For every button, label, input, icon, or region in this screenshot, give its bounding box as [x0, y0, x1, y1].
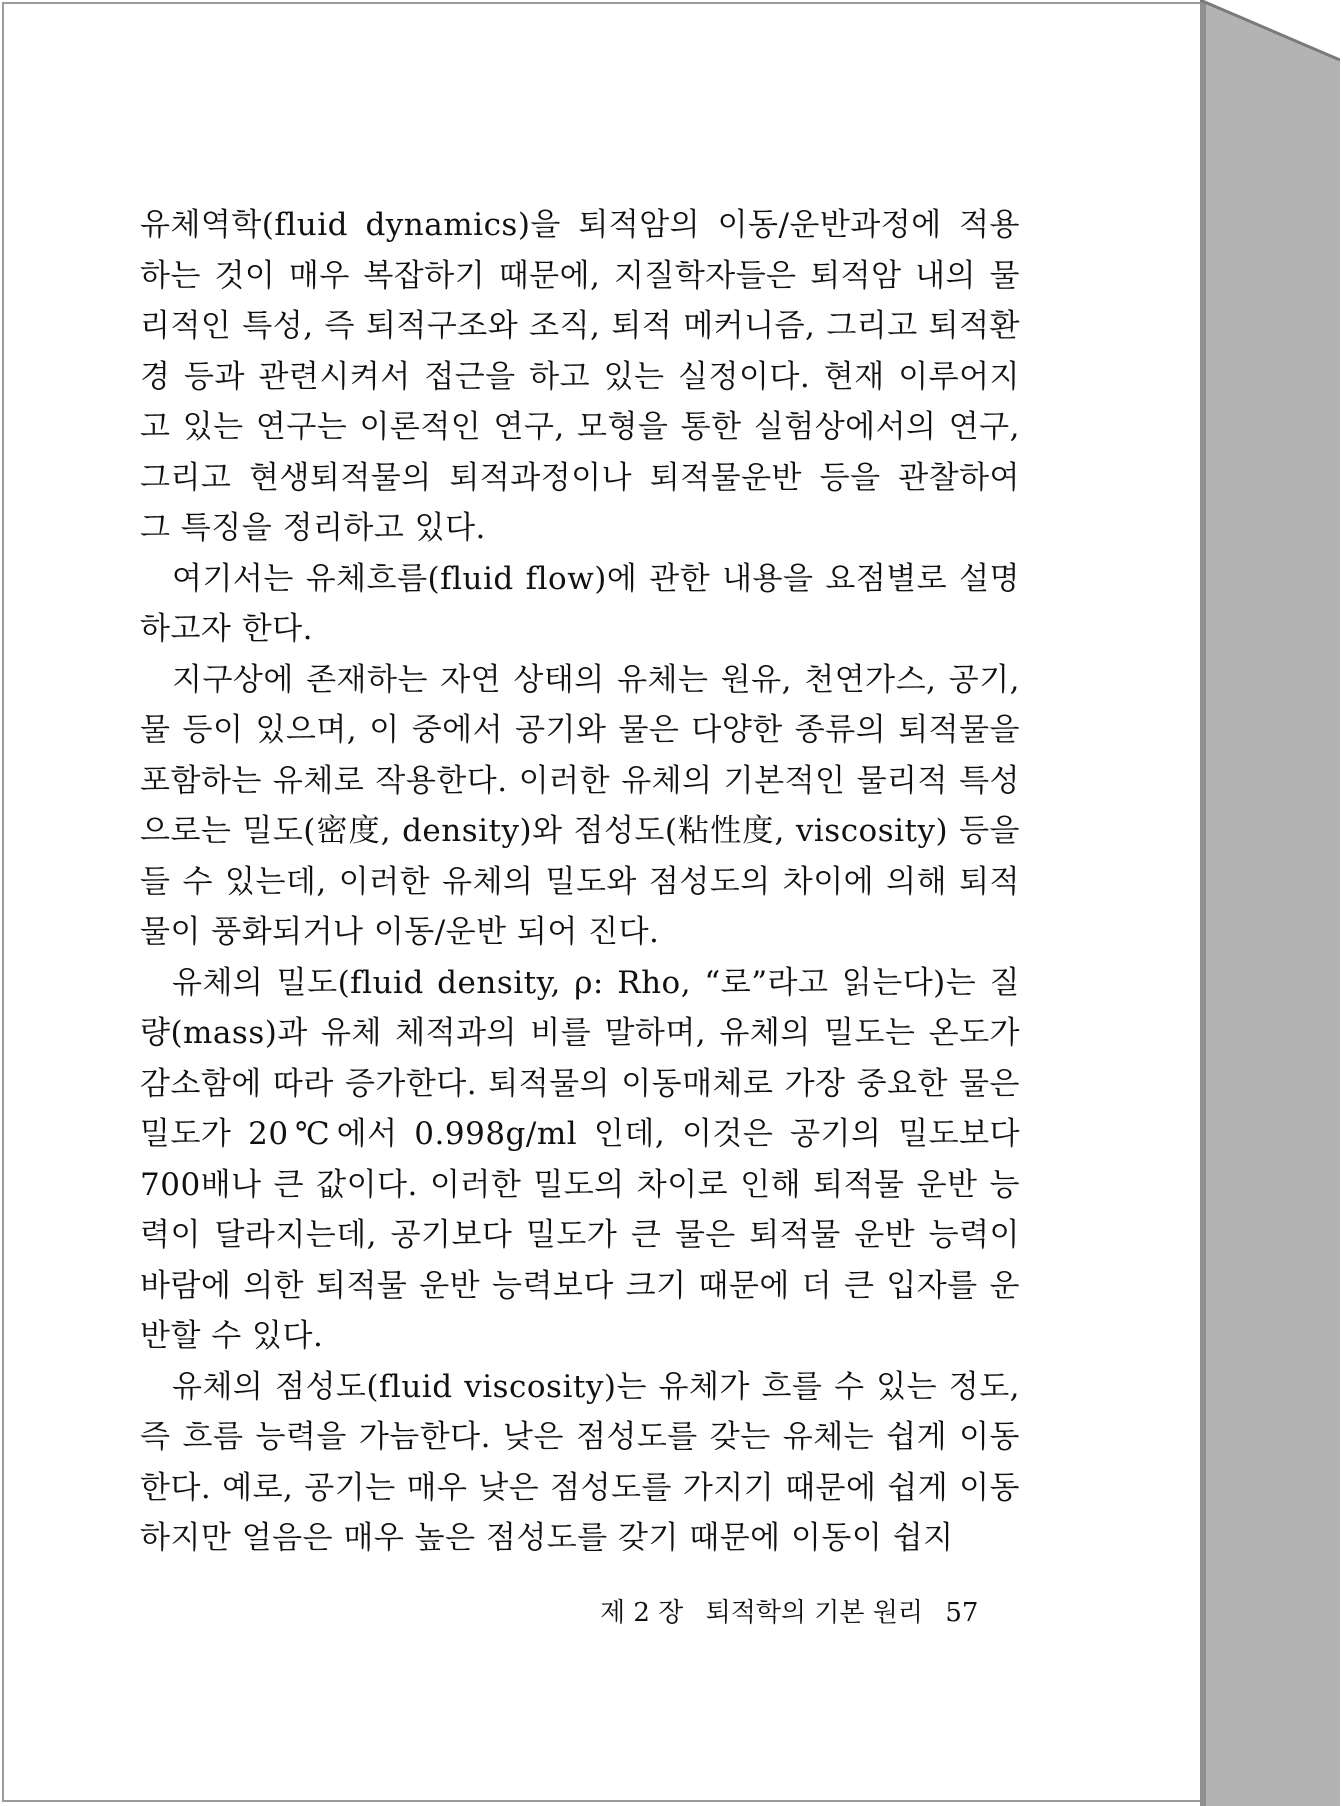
paragraph-3: 지구상에 존재하는 자연 상태의 유체는 원유, 천연가스, 공기, 물 등이 있으며, 이 중에서 공기와 물은 다양한 종류의 퇴적물을 포함하는 유체로 작용한다. 이러한 유체의 기본적인 물리적 특성으로는 밀도(密度, density)와 점성도(粘性度, viscosity) 등을 들 수 있는데, 이러한 유체의 밀도와 점성도의 차이에 의해 퇴적물이 풍화되거나 이동/운반 되어 진다. [140, 661, 1020, 950]
paragraph-2: 여기서는 유체흐름(fluid flow)에 관한 내용을 요점별로 설명하고자 한다. [140, 560, 1020, 647]
paragraph-1: 유체역학(fluid dynamics)을 퇴적암의 이동/운반과정에 적용하는 것이 매우 복잡하기 때문에, 지질학자들은 퇴적암 내의 물리적인 특성, 즉 퇴적구조와 조직, 퇴적 메커니즘, 그리고 퇴적환경 등과 관련시켜서 접근을 하고 있는 실정이다. 현재 이루어지고 있는 연구는 이론적인 연구, 모형을 통한 실험상에서의 연구, 그리고 현생퇴적물의 퇴적과정이나 퇴적물운반 등을 관찰하여 그 특징을 정리하고 있다. [140, 207, 1020, 546]
chapter-label: 제 2 장 [600, 1598, 684, 1628]
paragraph-5: 유체의 점성도(fluid viscosity)는 유체가 흐를 수 있는 정도, 즉 흐름 능력을 가늠한다. 낮은 점성도를 갖는 유체는 쉽게 이동한다. 예로, 공기는 매우 낮은 점성도를 가지기 때문에 쉽게 이동하지만 얼음은 매우 높은 점성도를 갖기 때문에 이동이 쉽지 [140, 1368, 1020, 1556]
page-stack-shape [1200, 0, 1340, 1806]
body-text [140, 200, 1020, 1564]
page-number: 57 [945, 1598, 979, 1628]
page-footer [600, 1592, 1000, 1629]
chapter-title: 퇴적학의 기본 원리 [705, 1598, 924, 1628]
paragraph-4: 유체의 밀도(fluid density, ρ: Rho, “로”라고 읽는다)는 질량(mass)과 유체 체적과의 비를 말하며, 유체의 밀도는 온도가 감소함에 따라 증가한다. 퇴적물의 이동매체로 가장 중요한 물은 밀도가 20℃에서 0.998g/ml 인데, 이것은 공기의 밀도보다 700배나 큰 값이다. 이러한 밀도의 차이로 인해 퇴적물 운반 능력이 달라지는데, 공기보다 밀도가 큰 물은 퇴적물 운반 능력이 바람에 의한 퇴적물 운반 능력보다 크기 때문에 더 큰 입자를 운반할 수 있다. [140, 964, 1020, 1354]
page-stack-edge [1200, 0, 1340, 1806]
